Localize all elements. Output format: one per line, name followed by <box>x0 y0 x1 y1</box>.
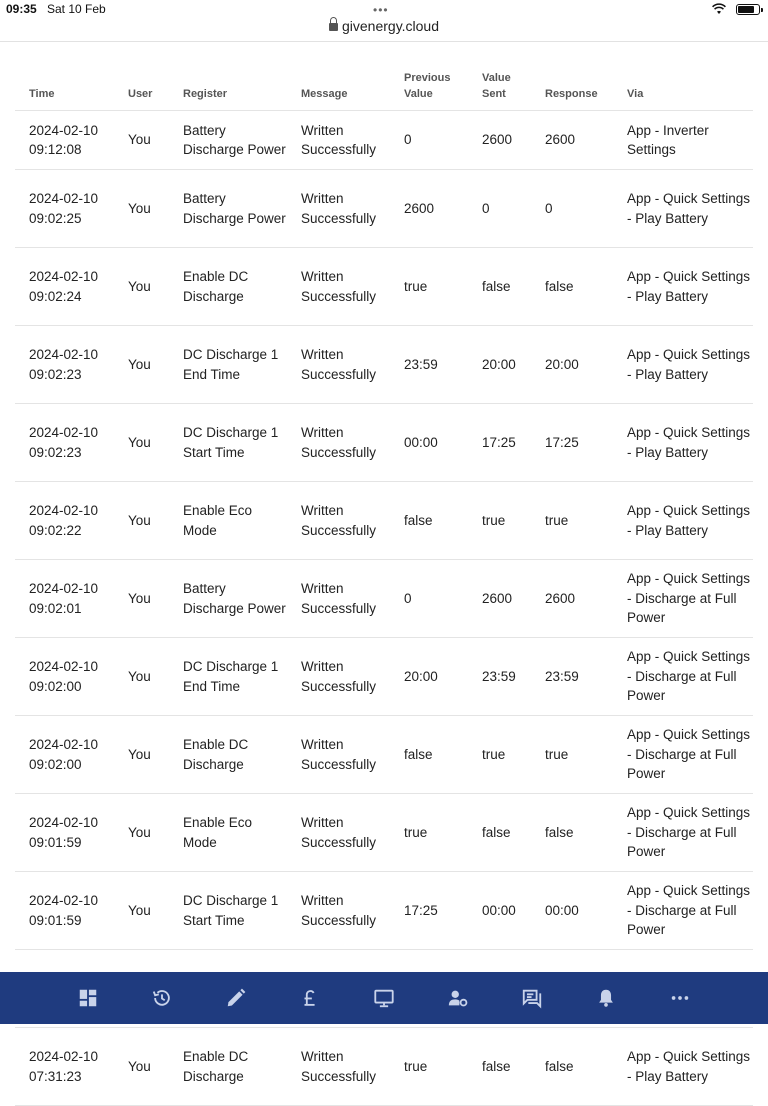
cell-time <box>15 170 114 248</box>
cell-message: Written Successfully <box>287 111 390 170</box>
bell-icon <box>595 987 617 1009</box>
cell-response: false <box>531 794 613 872</box>
table-row <box>15 404 753 482</box>
cell-message: Written Successfully <box>287 404 390 482</box>
cell-date: 2024-02-10 <box>29 191 99 206</box>
cell-time <box>15 404 114 482</box>
table-row <box>15 111 753 170</box>
cell-message: Written Successfully <box>287 326 390 404</box>
cell-message: Written Successfully <box>287 716 390 794</box>
cell-register: Battery Discharge Power <box>169 560 287 638</box>
table-row <box>15 794 753 872</box>
cell-previous-value: true <box>390 248 468 326</box>
cell-date: 2024-02-10 <box>29 122 99 138</box>
nav-history[interactable] <box>125 972 199 1024</box>
table-row <box>15 248 753 326</box>
chat-icon <box>521 987 543 1009</box>
nav-more[interactable] <box>643 972 717 1024</box>
cell-date: 2024-02-10 <box>29 347 99 362</box>
cell-time <box>15 326 114 404</box>
cell-user: You <box>114 482 169 560</box>
cell-value-sent: 2600 <box>468 111 531 170</box>
cell-response: 17:25 <box>531 404 613 482</box>
header-previous-value[interactable]: Previous Value <box>390 62 468 111</box>
cell-value-sent: 2600 <box>468 560 531 638</box>
cell-time <box>15 248 114 326</box>
nav-inverter[interactable] <box>347 972 421 1024</box>
nav-messages[interactable] <box>495 972 569 1024</box>
table-header-row <box>15 62 753 111</box>
cell-message: Written Successfully <box>287 560 390 638</box>
cell-response: 23:59 <box>531 638 613 716</box>
dashboard-icon <box>77 987 99 1009</box>
multitasking-dots-icon[interactable]: ••• <box>373 3 389 17</box>
table-row <box>15 638 753 716</box>
cell-value-sent: false <box>468 1028 531 1106</box>
cell-date: 2024-02-10 <box>29 503 99 518</box>
cell-register: DC Discharge 1 End Time <box>169 326 287 404</box>
cell-previous-value: 00:00 <box>390 404 468 482</box>
cell-via: App - Quick Settings - Discharge at Full Power <box>613 560 753 638</box>
more-icon <box>669 987 691 1009</box>
cell-previous-value: 0 <box>390 560 468 638</box>
cell-clock: 09:02:22 <box>29 522 82 538</box>
nav-dashboard[interactable] <box>51 972 125 1024</box>
cell-clock: 09:12:08 <box>29 142 82 157</box>
cell-previous-value: 0 <box>390 111 468 170</box>
cell-via: App - Quick Settings - Discharge at Full Power <box>613 794 753 872</box>
cell-clock: 09:02:24 <box>29 288 82 304</box>
bottom-nav <box>0 972 768 1024</box>
cell-value-sent: false <box>468 248 531 326</box>
pound-icon <box>299 987 321 1009</box>
cell-response: 0 <box>531 170 613 248</box>
cell-response: 20:00 <box>531 326 613 404</box>
cell-clock: 09:02:23 <box>29 366 82 382</box>
nav-account[interactable] <box>421 972 495 1024</box>
table-row <box>15 326 753 404</box>
monitor-icon <box>373 987 395 1009</box>
cell-previous-value: 17:25 <box>390 872 468 950</box>
cell-previous-value: false <box>390 482 468 560</box>
status-time: 09:35 <box>6 2 37 16</box>
cell-user: You <box>114 716 169 794</box>
cell-user: You <box>114 872 169 950</box>
address-bar[interactable] <box>0 18 768 40</box>
cell-response: false <box>531 1028 613 1106</box>
cell-message: Written Successfully <box>287 248 390 326</box>
nav-edit[interactable] <box>199 972 273 1024</box>
cell-response: 2600 <box>531 111 613 170</box>
header-response[interactable]: Response <box>531 62 613 111</box>
cell-value-sent: 0 <box>468 170 531 248</box>
cell-value-sent: 20:00 <box>468 326 531 404</box>
table-body <box>15 111 753 1106</box>
lock-icon <box>329 23 338 31</box>
cell-time <box>15 111 114 170</box>
cell-clock: 09:02:23 <box>29 444 82 460</box>
divider <box>0 41 768 42</box>
cell-time <box>15 872 114 950</box>
status-date: Sat 10 Feb <box>47 2 106 16</box>
cell-via: App - Quick Settings - Play Battery <box>613 1028 753 1106</box>
cell-response: 2600 <box>531 560 613 638</box>
cell-clock: 09:02:00 <box>29 678 82 694</box>
cell-via: App - Inverter Settings <box>613 111 753 170</box>
cell-user: You <box>114 404 169 482</box>
cell-previous-value: true <box>390 1028 468 1106</box>
cell-previous-value: 20:00 <box>390 638 468 716</box>
cell-via: App - Quick Settings - Play Battery <box>613 170 753 248</box>
cell-value-sent: 23:59 <box>468 638 531 716</box>
cell-value-sent: true <box>468 716 531 794</box>
cell-via: App - Quick Settings - Play Battery <box>613 404 753 482</box>
cell-value-sent: 17:25 <box>468 404 531 482</box>
cell-message: Written Successfully <box>287 794 390 872</box>
cell-via: App - Quick Settings - Play Battery <box>613 326 753 404</box>
cell-via: App - Quick Settings - Discharge at Full Power <box>613 716 753 794</box>
cell-via: App - Quick Settings - Play Battery <box>613 482 753 560</box>
cell-date: 2024-02-10 <box>29 269 99 284</box>
cell-user: You <box>114 326 169 404</box>
cell-clock: 09:01:59 <box>29 912 82 928</box>
cell-register: DC Discharge 1 End Time <box>169 638 287 716</box>
cell-response: true <box>531 716 613 794</box>
cell-date: 2024-02-10 <box>29 1049 99 1064</box>
cell-via: App - Quick Settings - Discharge at Full Power <box>613 872 753 950</box>
cell-time <box>15 1028 114 1106</box>
table-row <box>15 482 753 560</box>
header-value-sent[interactable]: Value Sent <box>468 62 531 111</box>
cell-clock: 09:02:25 <box>29 210 82 226</box>
cell-register: Battery Discharge Power <box>169 111 287 170</box>
cell-value-sent: 00:00 <box>468 872 531 950</box>
table-row <box>15 716 753 794</box>
wifi-icon <box>712 3 726 15</box>
cell-via: App - Quick Settings - Play Battery <box>613 248 753 326</box>
cell-user: You <box>114 638 169 716</box>
cell-message: Written Successfully <box>287 482 390 560</box>
cell-response: false <box>531 248 613 326</box>
cell-response: 00:00 <box>531 872 613 950</box>
cell-message: Written Successfully <box>287 1028 390 1106</box>
cell-value-sent: true <box>468 482 531 560</box>
table-row <box>15 560 753 638</box>
nav-notifications[interactable] <box>569 972 643 1024</box>
cell-message: Written Successfully <box>287 170 390 248</box>
user-settings-icon <box>447 987 469 1009</box>
history-icon <box>151 987 173 1009</box>
cell-clock: 09:02:01 <box>29 600 82 616</box>
table-row <box>15 1028 753 1106</box>
cell-user: You <box>114 111 169 170</box>
url-text: givenergy.cloud <box>341 18 440 34</box>
cell-register: Battery Discharge Power <box>169 170 287 248</box>
header-time[interactable]: Time <box>15 62 114 111</box>
register-log-table <box>15 62 753 1106</box>
cell-clock: 07:31:23 <box>29 1068 82 1084</box>
battery-icon <box>736 4 760 15</box>
header-register[interactable]: Register <box>169 62 287 111</box>
cell-date: 2024-02-10 <box>29 425 99 440</box>
header-via[interactable]: Via <box>613 62 753 111</box>
cell-time <box>15 482 114 560</box>
cell-message: Written Successfully <box>287 638 390 716</box>
cell-user: You <box>114 248 169 326</box>
cell-user: You <box>114 794 169 872</box>
cell-response: true <box>531 482 613 560</box>
register-log-table-container <box>15 62 753 1106</box>
cell-clock: 09:02:00 <box>29 756 82 772</box>
table-row <box>15 872 753 950</box>
cell-register: Enable Eco Mode <box>169 794 287 872</box>
cell-register: Enable Eco Mode <box>169 482 287 560</box>
cell-register: Enable DC Discharge <box>169 248 287 326</box>
cell-user: You <box>114 1028 169 1106</box>
cell-previous-value: 2600 <box>390 170 468 248</box>
cell-user: You <box>114 560 169 638</box>
cell-register: Enable DC Discharge <box>169 716 287 794</box>
table-row <box>15 170 753 248</box>
cell-register: DC Discharge 1 Start Time <box>169 872 287 950</box>
cell-time <box>15 560 114 638</box>
cell-user: You <box>114 170 169 248</box>
cell-previous-value: true <box>390 794 468 872</box>
cell-clock: 09:01:59 <box>29 834 82 850</box>
cell-date: 2024-02-10 <box>29 815 99 830</box>
cell-via: App - Quick Settings - Discharge at Full Power <box>613 638 753 716</box>
cell-date: 2024-02-10 <box>29 737 99 752</box>
cell-time <box>15 794 114 872</box>
cell-time <box>15 716 114 794</box>
cell-time <box>15 638 114 716</box>
cell-date: 2024-02-10 <box>29 893 99 908</box>
pencil-icon <box>225 987 247 1009</box>
cell-date: 2024-02-10 <box>29 581 99 596</box>
cell-date: 2024-02-10 <box>29 659 99 674</box>
cell-value-sent: false <box>468 794 531 872</box>
header-user[interactable]: User <box>114 62 169 111</box>
nav-tariff[interactable] <box>273 972 347 1024</box>
cell-register: Enable DC Discharge <box>169 1028 287 1106</box>
header-message[interactable]: Message <box>287 62 390 111</box>
cell-previous-value: 23:59 <box>390 326 468 404</box>
cell-message: Written Successfully <box>287 872 390 950</box>
cell-previous-value: false <box>390 716 468 794</box>
cell-register: DC Discharge 1 Start Time <box>169 404 287 482</box>
